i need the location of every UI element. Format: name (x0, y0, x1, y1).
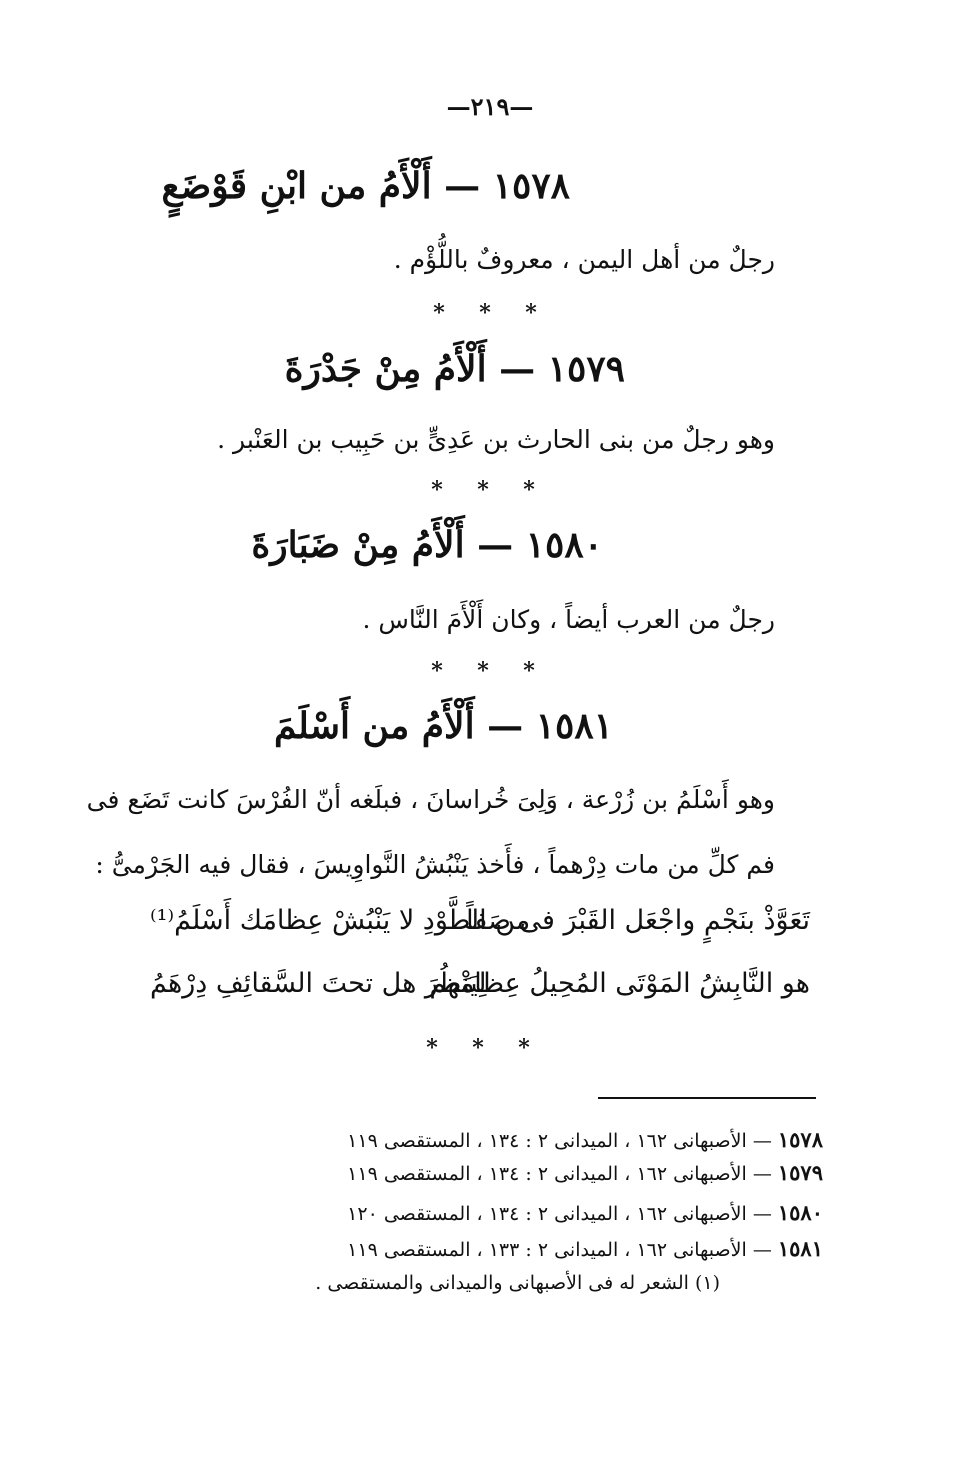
footnote-1580 (347, 1200, 823, 1225)
page-number: —٢١٩— (446, 92, 534, 121)
verse-hemistich-left: لِيَنْظُرَ هل تحتَ السَّقائِفِ دِرْهَمُ (150, 968, 487, 999)
entry-text-1579: وهو رجلٌ من بنى الحارث بن عَدِىٍّ بن حَبِيب بن العَنْبر . (217, 425, 775, 454)
verse-hemistich-right: هو النَّابِشُ المَوْتَى المُحِيلُ عِظامَهم (429, 968, 810, 999)
footnote-1579 (347, 1160, 823, 1185)
footnote-number: ١٥٧٨ (777, 1127, 823, 1152)
footnote-text: — الأصبهانى ١٦٢ ، الميدانى ٢ : ١٣٤ ، المستقصى ١١٩ (347, 1163, 772, 1185)
star-glyph: * (523, 477, 535, 503)
separator-stars (415, 300, 555, 326)
footnote-note-1: (١) الشعر له فى الأصبهانى والميدانى والمستقصى . (315, 1272, 720, 1294)
verse-hemistich-right: تَعَوَّذْ بنَجْمٍ واجْعَل القَبْرَ فى صَفاً (466, 905, 810, 936)
star-glyph: * (523, 658, 535, 684)
separator-stars (408, 1035, 548, 1061)
star-glyph: * (472, 1035, 484, 1061)
footnote-1581 (347, 1236, 823, 1261)
star-glyph: * (431, 477, 443, 503)
verse-line-1 (150, 905, 810, 950)
star-glyph: * (479, 300, 491, 326)
separator-stars (413, 477, 553, 503)
star-glyph: * (426, 1035, 438, 1061)
star-glyph: * (477, 477, 489, 503)
entry-text-1581-line-2: فم كلِّ من مات دِرْهماً ، فأَخذ يَنْبُشُ النَّواوِيسَ ، فقال فيه الجَرْمىُّ : (95, 850, 775, 879)
entry-heading-1579: ١٥٧٩ — أَلْأَمُ مِنْ جَدْرَةَ (284, 348, 625, 390)
footnote-text: — الأصبهانى ١٦٢ ، الميدانى ٢ : ١٣٤ ، المستقصى ١١٩ (347, 1130, 772, 1152)
footnote-text: — الأصبهانى ١٦٢ ، الميدانى ٢ : ١٣٣ ، المستقصى ١١٩ (347, 1239, 772, 1261)
star-glyph: * (477, 658, 489, 684)
footnote-number: ١٥٨٠ (777, 1200, 823, 1225)
footnote-1578 (347, 1127, 823, 1152)
footnote-number: ١٥٧٩ (777, 1160, 823, 1185)
separator-stars (413, 658, 553, 684)
star-glyph: * (431, 658, 443, 684)
entry-heading-1578: ١٥٧٨ — أَلْأَمُ من ابْنِ قَوْضَعٍ (161, 165, 570, 207)
entry-text-1580: رجلٌ من العرب أيضاً ، وكان أَلْأَمَ النَّاس . (362, 605, 775, 634)
entry-heading-1580: ١٥٨٠ — أَلْأَمُ مِنْ ضَبَارَةَ (251, 524, 603, 566)
entry-text-1581-line-1: وهو أَسْلَمُ بن زُرْعة ، وَلِىَ خُراسانَ ، فبلَغه أنّ الفُرْسَ كانت تَضَع فى (86, 785, 775, 814)
footnote-number: ١٥٨١ (777, 1236, 823, 1261)
entry-heading-1581: ١٥٨١ — أَلْأَمُ من أَسْلَمَ (273, 705, 613, 747)
star-glyph: * (525, 300, 537, 326)
footnote-rule (598, 1097, 816, 1099)
entry-text-1578: رجلٌ من أهل اليمن ، معروفٌ باللُّؤْم . (393, 245, 775, 274)
star-glyph: * (518, 1035, 530, 1061)
verse-line-2 (150, 968, 810, 1013)
verse-hemistich-left: من الطَّوْدِ لا يَنْبُشْ عِظامَك أَسْلَمُ⁽¹⁾ (150, 905, 531, 936)
star-glyph: * (433, 300, 445, 326)
footnote-text: — الأصبهانى ١٦٢ ، الميدانى ٢ : ١٣٤ ، المستقصى ١٢٠ (347, 1203, 772, 1225)
